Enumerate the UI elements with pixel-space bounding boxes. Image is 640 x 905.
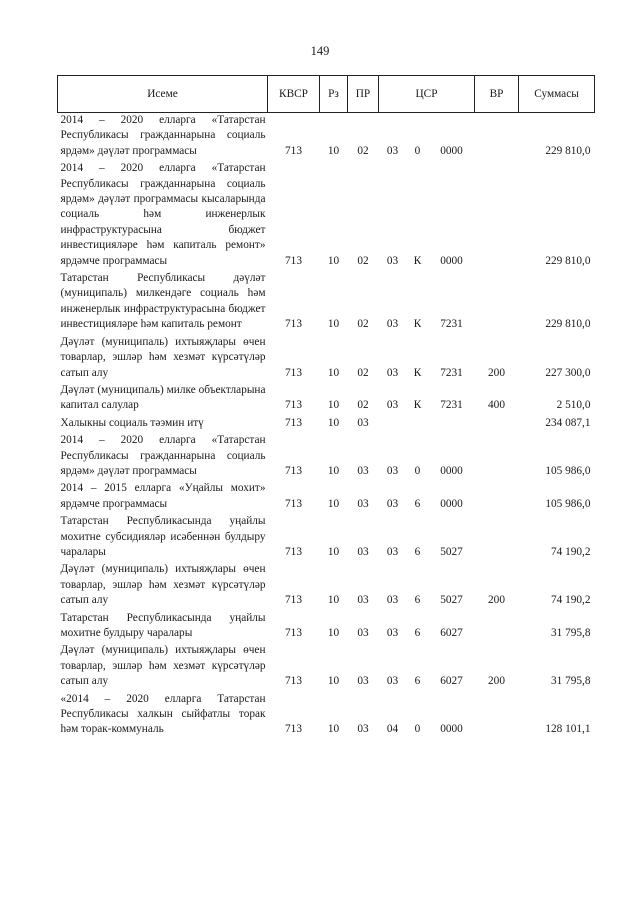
row-csr-part1: 03	[386, 464, 399, 477]
row-kvsr: 713	[285, 366, 302, 379]
row-rz: 10	[327, 416, 340, 429]
page-number: 149	[310, 44, 330, 58]
row-name: Татарстан Республикасы дәүләт (муниципаль) милкендәге социаль һәм инженерлык инфраструктурасына бюджет инвестицияләре һәм капиталь ремонт	[60, 272, 266, 331]
header-kvsr: КВСР	[268, 76, 320, 113]
row-name: 2014 – 2020 елларга «Татарстан Республикасы гражданнарына социаль ярдәм» дәүләт программасы кысаларында социаль һәм инженерлык инфраструктурасына бюджет инвестицияләре һәм капиталь ремонт» ярдәмче программасы	[60, 162, 266, 267]
row-csr-part2: 0	[414, 144, 421, 157]
table-row	[58, 562, 595, 610]
header-rz: Рз	[320, 76, 348, 113]
row-csr-part2: 6	[414, 545, 421, 558]
row-rz: 10	[327, 497, 340, 510]
row-kvsr: 713	[285, 416, 302, 429]
row-vr	[475, 514, 519, 562]
row-rz: 10	[327, 399, 340, 412]
row-csr-part3: 0000	[440, 497, 463, 510]
row-name: 2014 – 2020 елларга «Татарстан Республикасы гражданнарына социаль ярдәм» дәүләт программасы	[60, 114, 266, 157]
row-csr-part3: 7231	[440, 366, 463, 379]
row-csr-part3: 6027	[440, 675, 463, 688]
row-pr: 02	[357, 318, 369, 331]
row-csr-part3: 6027	[440, 627, 463, 639]
row-pr: 03	[357, 675, 369, 688]
row-csr-part1: 03	[386, 318, 399, 331]
row-kvsr: 713	[285, 399, 302, 412]
row-rz: 10	[327, 318, 340, 331]
row-name: Халыкны социаль тәэмин итү	[60, 416, 204, 429]
row-csr-part1: 03	[386, 627, 399, 639]
row-pr: 02	[357, 399, 369, 412]
table-row	[58, 692, 595, 740]
row-rz: 10	[327, 366, 340, 379]
row-pr: 03	[357, 416, 369, 429]
row-name: Татарстан Республикасында уңайлы мохитне субсидияләр исәбеннән булдыру чаралары	[60, 515, 266, 558]
table-row	[58, 113, 595, 162]
table-row	[58, 514, 595, 562]
row-pr: 03	[357, 497, 369, 510]
row-csr-part1: 03	[386, 144, 399, 157]
row-sum: 74 190,2	[550, 545, 591, 558]
row-csr-part3: 0000	[440, 464, 463, 477]
row-csr-part1	[379, 416, 407, 433]
row-vr	[475, 161, 519, 271]
table-row	[58, 416, 595, 433]
row-kvsr: 713	[285, 594, 302, 607]
row-pr: 03	[357, 723, 369, 736]
row-csr-part3: 0000	[440, 723, 463, 736]
row-vr	[475, 611, 519, 644]
row-pr: 03	[357, 545, 369, 558]
row-kvsr: 713	[285, 318, 302, 331]
row-sum: 229 810,0	[545, 144, 591, 157]
row-csr-part1: 03	[386, 545, 399, 558]
table-row	[58, 271, 595, 335]
row-csr-part2: 0	[414, 464, 421, 477]
header-name: Исеме	[58, 76, 268, 113]
row-name: Дәүләт (муниципаль) милке объектларына капитал салулар	[60, 383, 266, 412]
table-row	[58, 161, 595, 271]
row-vr	[475, 692, 519, 740]
row-rz: 10	[327, 675, 340, 688]
row-rz: 10	[327, 254, 340, 267]
table-row	[58, 643, 595, 691]
row-vr	[475, 433, 519, 481]
row-csr-part1: 03	[386, 254, 399, 267]
row-sum: 31 795,8	[550, 627, 591, 639]
row-csr-part2: К	[413, 399, 422, 412]
row-csr-part2	[407, 416, 429, 433]
row-vr: 400	[488, 399, 505, 412]
row-rz: 10	[327, 594, 340, 607]
row-sum: 234 087,1	[545, 416, 591, 429]
header-vr: ВР	[475, 76, 519, 113]
row-sum: 31 795,8	[550, 675, 591, 688]
row-sum: 128 101,1	[545, 723, 591, 736]
row-kvsr: 713	[285, 144, 302, 157]
row-sum: 105 986,0	[545, 497, 591, 510]
table-row	[58, 433, 595, 481]
row-sum: 229 810,0	[545, 318, 591, 331]
row-name: Дәүләт (муниципаль) ихтыяҗлары өчен товарлар, эшләр һәм хезмәт күрсәтүләр сатып алу	[60, 644, 266, 688]
row-kvsr: 713	[285, 254, 302, 267]
table-row	[58, 481, 595, 514]
row-sum: 2 510,0	[556, 399, 591, 412]
row-kvsr: 713	[285, 545, 302, 558]
table-row	[58, 383, 595, 416]
row-vr	[475, 481, 519, 514]
table-header	[58, 76, 595, 113]
row-csr-part2: 6	[414, 675, 421, 688]
row-sum: 227 300,0	[545, 366, 591, 379]
table-row	[58, 335, 595, 383]
row-csr-part3: 0000	[440, 144, 463, 157]
row-csr-part2: 6	[414, 594, 421, 607]
row-csr-part1: 04	[386, 723, 399, 736]
budget-table	[57, 75, 595, 740]
row-csr-part3	[429, 416, 475, 433]
row-csr-part2: К	[413, 254, 422, 267]
row-name: Дәүләт (муниципаль) ихтыяҗлары өчен товарлар, эшләр һәм хезмәт күрсәтүләр сатып алу	[60, 335, 266, 379]
row-rz: 10	[327, 723, 340, 736]
row-sum: 229 810,0	[545, 254, 591, 267]
row-name: Дәүләт (муниципаль) ихтыяҗлары өчен товарлар, эшләр һәм хезмәт күрсәтүләр сатып алу	[60, 563, 266, 607]
header-csr: ЦСР	[379, 76, 475, 113]
row-csr-part2: 6	[414, 627, 421, 639]
row-sum: 105 986,0	[545, 464, 591, 477]
row-kvsr: 713	[285, 723, 302, 736]
row-vr: 200	[488, 675, 505, 688]
row-kvsr: 713	[285, 497, 302, 510]
row-sum: 74 190,2	[550, 594, 591, 607]
row-vr	[475, 271, 519, 335]
row-kvsr: 713	[285, 464, 302, 477]
row-pr: 03	[357, 594, 369, 607]
row-csr-part3: 7231	[440, 399, 463, 412]
row-csr-part2: 6	[414, 497, 421, 510]
row-name: 2014 – 2015 елларга «Уңайлы мохит» ярдәмче программасы	[60, 482, 266, 510]
row-csr-part3: 5027	[440, 594, 463, 607]
row-csr-part3: 5027	[440, 545, 463, 558]
row-csr-part2: 0	[414, 723, 421, 736]
row-name: Татарстан Республикасында уңайлы мохитне булдыру чаралары	[60, 611, 266, 639]
row-vr: 200	[488, 594, 505, 607]
row-name: 2014 – 2020 елларга «Татарстан Республикасы гражданнарына социаль ярдәм» дәүләт программасы	[60, 434, 266, 477]
row-rz: 10	[327, 545, 340, 558]
row-csr-part2: К	[413, 366, 422, 379]
row-kvsr: 713	[285, 627, 302, 639]
row-vr	[475, 113, 519, 162]
row-kvsr: 713	[285, 675, 302, 688]
table-row	[58, 611, 595, 644]
row-name: «2014 – 2020 елларга Татарстан Республикасы халкын сыйфатлы торак һәм торак-коммуналь	[60, 692, 266, 736]
row-rz: 10	[327, 464, 340, 477]
header-pr: ПР	[348, 76, 379, 113]
row-csr-part1: 03	[386, 366, 399, 379]
row-csr-part3: 0000	[440, 254, 463, 267]
row-csr-part1: 03	[386, 399, 399, 412]
row-pr: 03	[357, 464, 369, 477]
row-csr-part1: 03	[386, 675, 399, 688]
row-csr-part3: 7231	[440, 318, 463, 331]
row-csr-part1: 03	[386, 497, 399, 510]
row-rz: 10	[327, 627, 340, 639]
row-pr: 02	[357, 144, 369, 157]
row-vr: 200	[488, 366, 505, 379]
header-sum: Суммасы	[519, 76, 595, 113]
row-pr: 02	[357, 366, 369, 379]
row-csr-part2: К	[413, 318, 422, 331]
row-rz: 10	[327, 144, 340, 157]
row-pr: 02	[357, 254, 369, 267]
row-pr: 03	[357, 627, 369, 639]
row-vr	[475, 416, 519, 433]
row-csr-part1: 03	[386, 594, 399, 607]
